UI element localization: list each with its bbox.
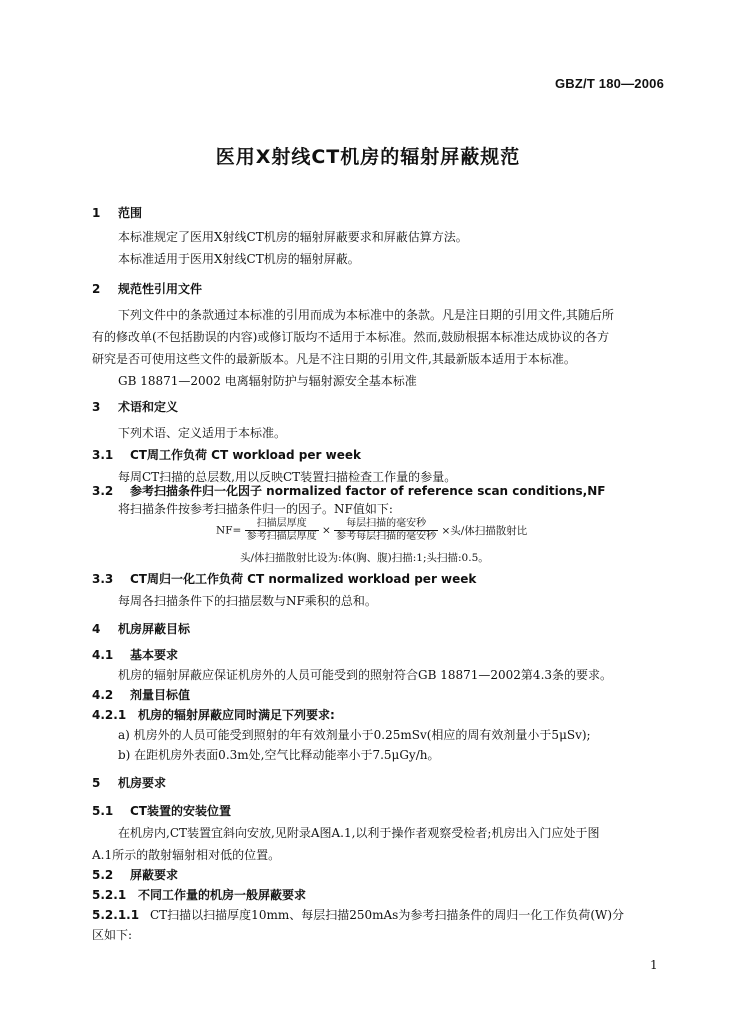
term-3-2-definition: 将扫描条件按参考扫描条件归一的因子。NF值如下:	[118, 502, 393, 516]
section-2-line-1: 下列文件中的条款通过本标准的引用而成为本标准中的条款。凡是注日期的引用文件,其随后所	[118, 308, 614, 322]
formula-fraction-2: $\frac{\text{每层扫描的毫安秒}}{\text{参考每层扫描的毫安秒}}$	[336, 518, 437, 542]
term-3-3-heading: 3.3 CT周归一化工作负荷 CT normalized workload per week	[92, 572, 477, 586]
requirement-b: b) 在距机房外表面0.3m处,空气比释动能率小于7.5μGy/h。	[118, 748, 440, 762]
term-3-1-definition: 每周CT扫描的总层数,用以反映CT装置扫描检查工作量的参量。	[118, 470, 457, 484]
nf-formula: NF= $\frac{\text{扫描层厚度}}{\text{参考扫描层厚度}}$ × $\frac{\text{每层扫描的毫安秒}}{\text{参考每层扫描的毫安秒}}$ ×头/体扫描散射比	[216, 518, 528, 542]
section-1-heading: 1 范围	[92, 206, 143, 220]
section-2-heading: 2 规范性引用文件	[92, 282, 203, 296]
section-4-heading: 4 机房屏蔽目标	[92, 622, 191, 636]
clause-5-2-heading: 5.2 屏蔽要求	[92, 868, 179, 882]
formula-fraction-1: $\frac{\text{扫描层厚度}}{\text{参考扫描层厚度}}$	[246, 518, 317, 542]
section-1-para-2: 本标准适用于医用X射线CT机房的辐射屏蔽。	[118, 252, 360, 266]
section-3-intro: 下列术语、定义适用于本标准。	[118, 426, 287, 440]
section-5-heading: 5 机房要求	[92, 776, 167, 790]
clause-4-1-text: 机房的辐射屏蔽应保证机房外的人员可能受到的照射符合GB 18871—2002第4.3条的要求。	[118, 668, 613, 682]
clause-4-1-heading: 4.1 基本要求	[92, 648, 179, 662]
clause-5-2-1-1-line-1: 5.2.1.1 CT扫描以扫描厚度10mm、每层扫描250mAs为参考扫描条件的周归一化工作负荷(W)分	[92, 908, 625, 922]
clause-5-2-1-heading: 5.2.1 不同工作量的机房一般屏蔽要求	[92, 888, 307, 902]
term-3-2-heading: 3.2 参考扫描条件归一化因子 normalized factor of reference scan conditions,NF	[92, 484, 606, 498]
term-3-1-heading: 3.1 CT周工作负荷 CT workload per week	[92, 448, 361, 462]
clause-5-1-heading: 5.1 CT装置的安装位置	[92, 804, 231, 818]
clause-5-1-line-1: 在机房内,CT装置宜斜向安放,见附录A图A.1,以利于操作者观察受检者;机房出入门应处于图	[118, 826, 600, 840]
section-2-line-2: 有的修改单(不包括勘误的内容)或修订版均不适用于本标准。然而,鼓励根据本标准达成协议的各方	[92, 330, 610, 344]
clause-4-2-1-heading: 4.2.1 机房的辐射屏蔽应同时满足下列要求:	[92, 708, 335, 722]
requirement-a: a) 机房外的人员可能受到照射的年有效剂量小于0.25mSv(相应的周有效剂量小于5μSv);	[118, 728, 591, 742]
page-number: 1	[650, 958, 658, 972]
term-3-3-definition: 每周各扫描条件下的扫描层数与NF乘积的总和。	[118, 594, 377, 608]
section-3-heading: 3 术语和定义	[92, 400, 179, 414]
standard-code: GBZ/T 180—2006	[554, 76, 664, 91]
formula-note: 头/体扫描散射比设为:体(胸、腹)扫描:1;头扫描:0.5。	[240, 552, 489, 564]
clause-4-2-heading: 4.2 剂量目标值	[92, 688, 191, 702]
clause-5-2-1-1-line-2: 区如下:	[92, 928, 133, 942]
section-1-para-1: 本标准规定了医用X射线CT机房的辐射屏蔽要求和屏蔽估算方法。	[118, 230, 468, 244]
section-2-line-3: 研究是否可使用这些文件的最新版本。凡是不注日期的引用文件,其最新版本适用于本标准。	[92, 352, 576, 366]
clause-5-1-line-2: A.1所示的散射辐射相对低的位置。	[92, 848, 281, 862]
normative-reference: GB 18871—2002 电离辐射防护与辐射源安全基本标准	[118, 374, 417, 388]
page-title: 医用X射线CT机房的辐射屏蔽规范	[215, 146, 521, 168]
